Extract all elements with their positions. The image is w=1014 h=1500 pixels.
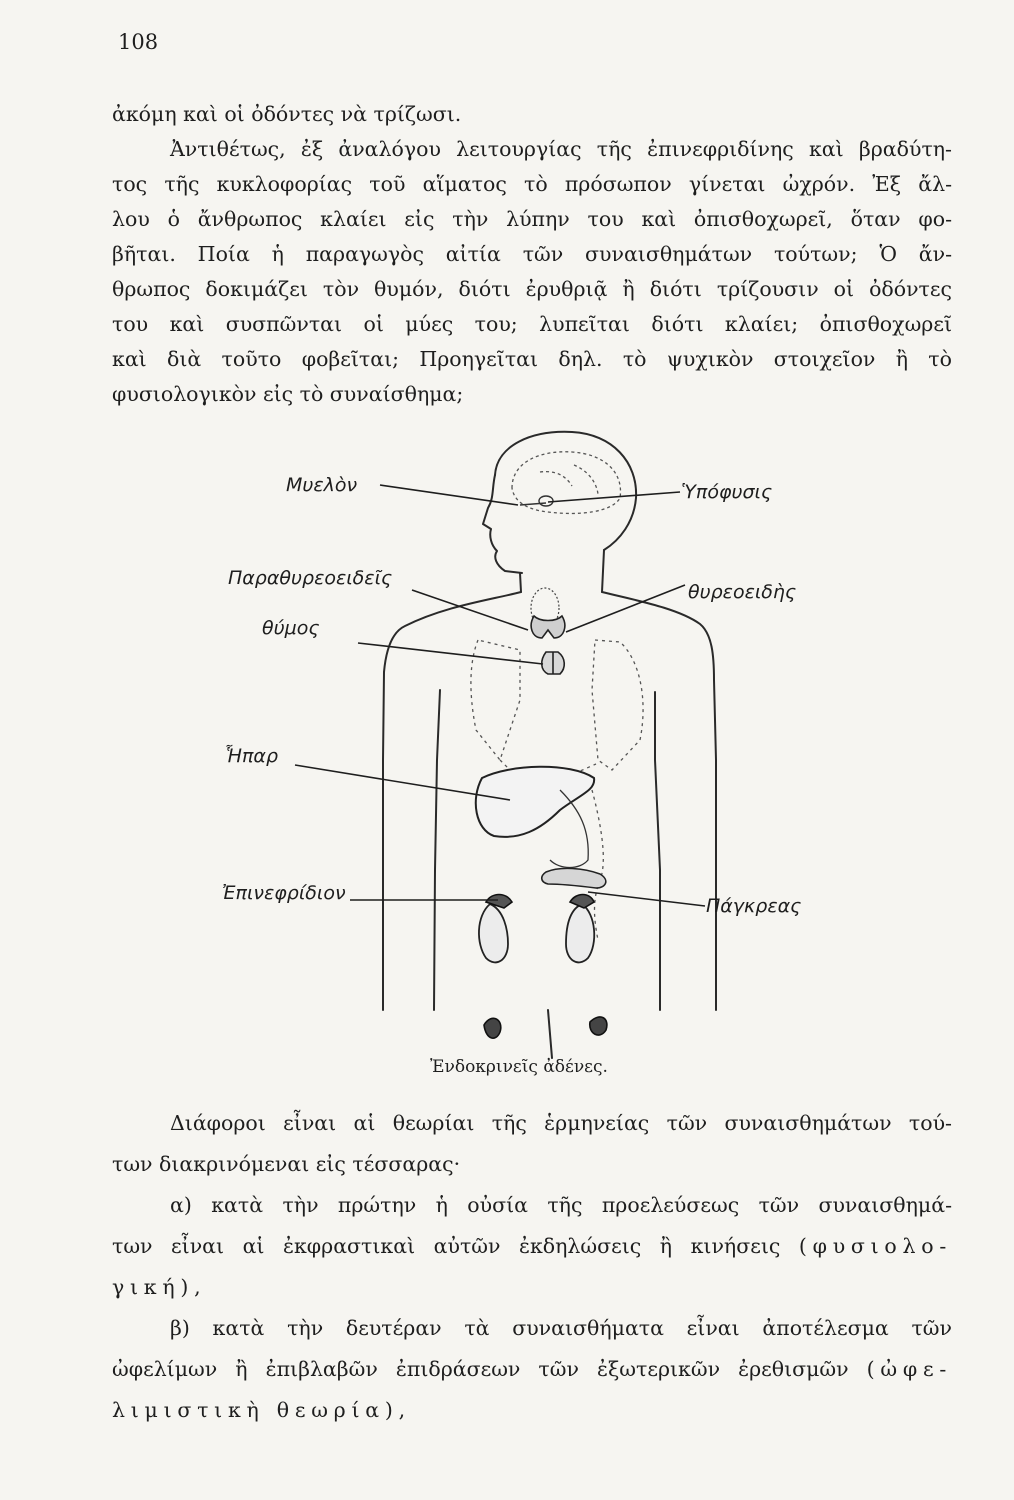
thymus-gland xyxy=(542,652,565,674)
text-line: θρωπος δοκιμάζει τὸν θυμόν, διότι ἐρυθριᾷ ἢ διότι τρίζουσιν οἱ ὀδόντες xyxy=(112,277,952,301)
text-line: του καὶ συσπῶνται οἱ μύες του; λυπεῖται διότι κλαίει; ὀπισθοχωρεῖ xyxy=(112,312,952,336)
text-segment: ὠφελίμων ἢ ἐπιβλαβῶν ἐπιδράσεων τῶν ἐξωτερικῶν ἐρεθισμῶν xyxy=(112,1357,849,1381)
text-line xyxy=(112,1226,952,1267)
label-pituitary: Ὑπόφυσις xyxy=(681,481,773,503)
label-thymus: θύμος xyxy=(262,617,320,639)
text-line: φυσιολογικὸν εἰς τὸ συναίσθημα; xyxy=(112,382,464,406)
label-myelin: Μυελὸν xyxy=(286,474,358,496)
text-line: λου ὁ ἄνθρωπος κλαίει εἰς τὴν λύπην του καὶ ὀπισθοχωρεῖ, ὅταν φο- xyxy=(112,207,952,231)
text-segment: των εἶναι αἱ ἐκφραστικαὶ αὐτῶν ἐκδηλώσεις ἢ κινήσεις xyxy=(112,1234,781,1258)
human-torso-outline xyxy=(383,432,716,1058)
text-line: α) κατὰ τὴν πρώτην ἡ οὐσία τῆς προελεύσεως τῶν συναισθημά- xyxy=(170,1193,952,1217)
thyroid-gland xyxy=(531,616,565,638)
pituitary-gland xyxy=(520,496,553,506)
text-line xyxy=(112,1349,952,1390)
theory-name: (φυσιολο- xyxy=(798,1234,952,1258)
text-line: των διακρινόμεναι εἰς τέσσαρας· xyxy=(112,1152,461,1176)
text-line: Διάφοροι εἶναι αἱ θεωρίαι τῆς ἑρμηνείας τῶν συναισθημάτων τού- xyxy=(170,1111,952,1135)
adrenal-glands xyxy=(486,895,594,909)
label-pancreas: Πάγκρεας xyxy=(706,895,802,917)
page-number: 108 xyxy=(118,30,159,54)
pancreas xyxy=(542,868,606,888)
text-line: τος τῆς κυκλοφορίας τοῦ αἵματος τὸ πρόσωπον γίνεται ὠχρόν. Ἐξ ἄλ- xyxy=(112,172,952,196)
gonads xyxy=(484,1017,607,1038)
figure-caption: Ἐνδοκρινεῖς ἀδένες. xyxy=(430,1057,608,1077)
theories-paragraph xyxy=(112,1103,952,1431)
text-line: καὶ διὰ τοῦτο φοβεῖται; Προηγεῖται δηλ. τὸ ψυχικὸν στοιχεῖον ἢ τὸ xyxy=(112,347,952,371)
label-liver: Ἧπαρ xyxy=(224,745,279,767)
label-parathyroids: Παραθυρεοειδεῖς xyxy=(228,567,393,589)
theory-name: γική), xyxy=(112,1275,207,1299)
text-line: ἀκόμη καὶ οἱ ὀδόντες νὰ τρίζωσι. xyxy=(112,102,462,126)
theory-name: λιμιστικὴ θεωρία), xyxy=(112,1398,411,1422)
theory-name: (ὠφε- xyxy=(866,1357,952,1381)
label-thyroid: θυρεοειδὴς xyxy=(688,581,797,603)
text-line: Ἀντιθέτως, ἐξ ἀναλόγου λειτουργίας τῆς ἐπινεφριδίνης καὶ βραδύτη- xyxy=(170,137,952,161)
liver xyxy=(476,767,594,837)
text-line: βῆται. Ποία ἡ παραγωγὸς αἰτία τῶν συναισθημάτων τούτων; Ὁ ἄν- xyxy=(112,242,952,266)
kidneys xyxy=(479,904,594,962)
label-adrenal: Ἐπινεφρίδιον xyxy=(222,882,346,904)
label-pointer-lines xyxy=(295,485,705,906)
text-line: β) κατὰ τὴν δευτέραν τὰ συναισθήματα εἶναι ἀποτέλεσμα τῶν xyxy=(170,1316,952,1340)
